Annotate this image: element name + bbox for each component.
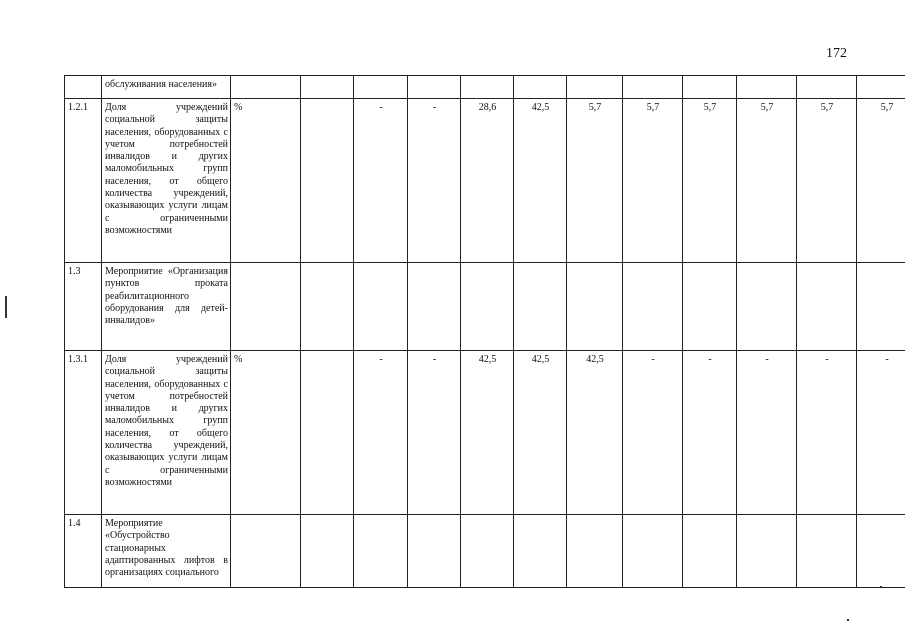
value-cell: [797, 515, 857, 588]
value-cell: [623, 76, 683, 99]
value-cell: -: [354, 99, 408, 263]
value-cell: [301, 99, 354, 263]
indicator-description: обслуживания населения»: [102, 76, 231, 99]
value-cell: 5,7: [623, 99, 683, 263]
value-cell: [354, 263, 408, 351]
value-cell: -: [857, 351, 905, 515]
unit-cell: %: [231, 351, 301, 515]
value-cell: 42,5: [514, 99, 567, 263]
value-cell: [737, 263, 797, 351]
value-cell: [301, 351, 354, 515]
row-number: 1.3: [65, 263, 102, 351]
table-row: [65, 515, 905, 588]
value-cell: 5,7: [797, 99, 857, 263]
table-row: [65, 76, 905, 99]
value-cell: [797, 263, 857, 351]
row-number: 1.4: [65, 515, 102, 588]
value-cell: 28,6: [461, 99, 514, 263]
value-cell: -: [797, 351, 857, 515]
value-cell: 5,7: [857, 99, 905, 263]
value-cell: 42,5: [567, 351, 623, 515]
table-row: [65, 99, 905, 263]
indicator-description: Доля учреждений социальной защиты населения, оборудованных с учетом потребностей инвалидов и других маломобильных групп населения, от общего количества учреждений, оказывающих услуги лицам с ограниченными возможностями: [102, 99, 231, 263]
row-number: 1.3.1: [65, 351, 102, 515]
value-cell: [408, 263, 461, 351]
value-cell: [683, 515, 737, 588]
unit-cell: [231, 76, 301, 99]
unit-cell: [231, 263, 301, 351]
value-cell: [461, 76, 514, 99]
value-cell: [408, 76, 461, 99]
value-cell: [737, 515, 797, 588]
value-cell: [683, 76, 737, 99]
value-cell: [408, 515, 461, 588]
scan-mark-bottom-right-2: [847, 619, 849, 621]
indicator-description: Мероприятие «Обустройство стационарных адаптированных лифтов в организациях социального: [102, 515, 231, 588]
value-cell: [797, 76, 857, 99]
value-cell: [737, 76, 797, 99]
value-cell: [301, 76, 354, 99]
page-number: 172: [826, 46, 847, 61]
value-cell: [301, 263, 354, 351]
value-cell: [567, 515, 623, 588]
value-cell: [623, 515, 683, 588]
value-cell: [857, 76, 905, 99]
value-cell: -: [623, 351, 683, 515]
value-cell: [567, 263, 623, 351]
value-cell: -: [683, 351, 737, 515]
value-cell: -: [737, 351, 797, 515]
value-cell: [683, 263, 737, 351]
table-row: [65, 351, 905, 515]
value-cell: [354, 76, 408, 99]
row-number: [65, 76, 102, 99]
indicator-description: Доля учреждений социальной защиты населения, оборудованных с учетом потребностей инвалидов и других маломобильных групп населения, от общего количества учреждений, оказывающих услуги лицам с ограниченными возможностями: [102, 351, 231, 515]
value-cell: 42,5: [514, 351, 567, 515]
table-body: [65, 76, 905, 588]
value-cell: 5,7: [567, 99, 623, 263]
value-cell: 5,7: [737, 99, 797, 263]
value-cell: [514, 263, 567, 351]
indicators-table: [64, 75, 905, 588]
value-cell: [857, 515, 905, 588]
unit-cell: %: [231, 99, 301, 263]
scan-mark-left: [5, 296, 7, 318]
value-cell: [514, 76, 567, 99]
value-cell: [301, 515, 354, 588]
value-cell: [461, 263, 514, 351]
value-cell: [354, 515, 408, 588]
value-cell: 42,5: [461, 351, 514, 515]
row-number: 1.2.1: [65, 99, 102, 263]
value-cell: [461, 515, 514, 588]
value-cell: 5,7: [683, 99, 737, 263]
value-cell: [567, 76, 623, 99]
value-cell: [857, 263, 905, 351]
unit-cell: [231, 515, 301, 588]
value-cell: [623, 263, 683, 351]
value-cell: -: [408, 99, 461, 263]
value-cell: [514, 515, 567, 588]
value-cell: -: [354, 351, 408, 515]
table-row: [65, 263, 905, 351]
indicator-description: Мероприятие «Организация пунктов проката реабилитационного оборудования для детей-инвалидов»: [102, 263, 231, 351]
value-cell: -: [408, 351, 461, 515]
